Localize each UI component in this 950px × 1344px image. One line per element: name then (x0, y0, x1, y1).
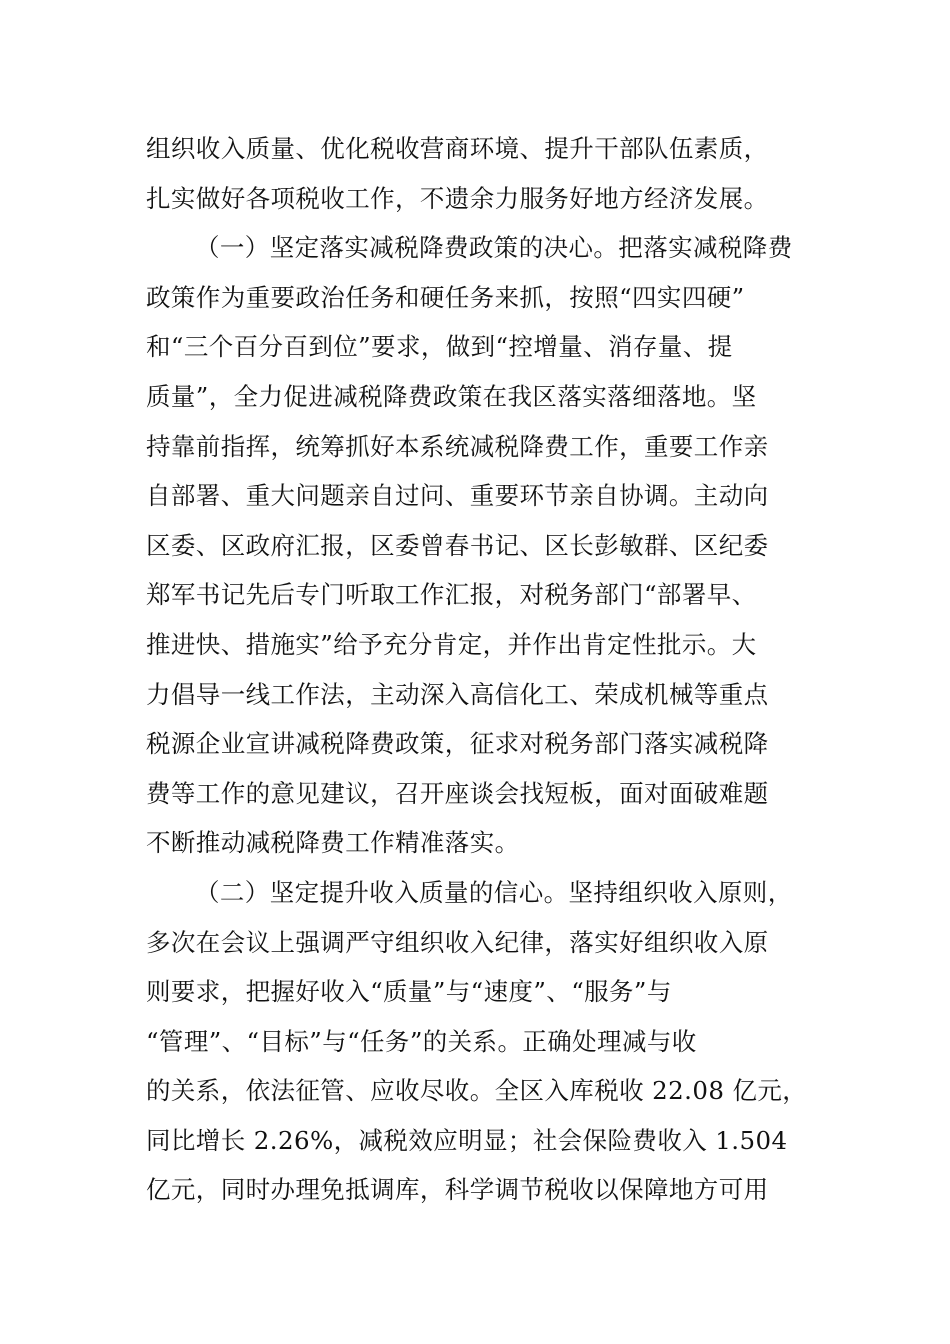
text-line-4: 政策作为重要政治任务和硬任务来抓，按照“四实四硬” (146, 282, 745, 312)
text-line-17: 多次在会议上强调严守组织收入纪律，落实好组织收入原 (146, 927, 769, 957)
text-line-7: 持靠前指挥，统筹抓好本系统减税降费工作，重要工作亲 (146, 431, 769, 461)
text-line-13: 税源企业宣讲减税降费政策，征求对税务部门落实减税降 (146, 729, 769, 759)
text-line-10: 郑军书记先后专门听取工作汇报，对税务部门“部署早、 (146, 580, 757, 610)
text-line-19: “管理”、“目标”与“任务”的关系。正确处理减与收 (146, 1026, 697, 1056)
text-line-18: 则要求，把握好收入“质量”与“速度”、“服务”与 (146, 977, 672, 1007)
text-line-16: （二）坚定提升收入质量的信心。坚持组织收入原则， (195, 877, 793, 907)
text-line-1: 组织收入质量、优化税收营商环境、提升干部队伍素质， (146, 134, 769, 163)
text-line-2: 扎实做好各项税收工作，不遗余力服务好地方经济发展。 (146, 183, 769, 213)
text-line-20: 的关系，依法征管、应收尽收。全区入库税收 22.08 亿元， (146, 1076, 808, 1106)
text-line-14: 费等工作的意见建议，召开座谈会找短板，面对面破难题 (146, 778, 769, 808)
document-body (146, 124, 808, 1215)
text-line-6: 质量”，全力促进减税降费政策在我区落实落细落地。坚 (146, 381, 757, 411)
text-line-5: 和“三个百分百到位”要求，做到“控增量、消存量、提 (146, 332, 733, 362)
text-line-22: 亿元，同时办理免抵调库，科学调节税收以保障地方可用 (146, 1175, 769, 1205)
text-line-3: （一）坚定落实减税降费政策的决心。把落实减税降费 (195, 233, 793, 263)
text-line-11: 推进快、措施实”给予充分肯定，并作出肯定性批示。大 (146, 629, 757, 659)
text-line-12: 力倡导一线工作法，主动深入高信化工、荣成机械等重点 (146, 679, 769, 709)
text-line-8: 自部署、重大问题亲自过问、重要环节亲自协调。主动向 (146, 481, 769, 511)
text-line-21: 同比增长 2.26%，减税效应明显；社会保险费收入 1.504 (146, 1125, 788, 1155)
text-line-9: 区委、区政府汇报，区委曾春书记、区长彭敏群、区纪委 (146, 530, 769, 560)
text-line-15: 不断推动减税降费工作精准落实。 (146, 828, 520, 858)
